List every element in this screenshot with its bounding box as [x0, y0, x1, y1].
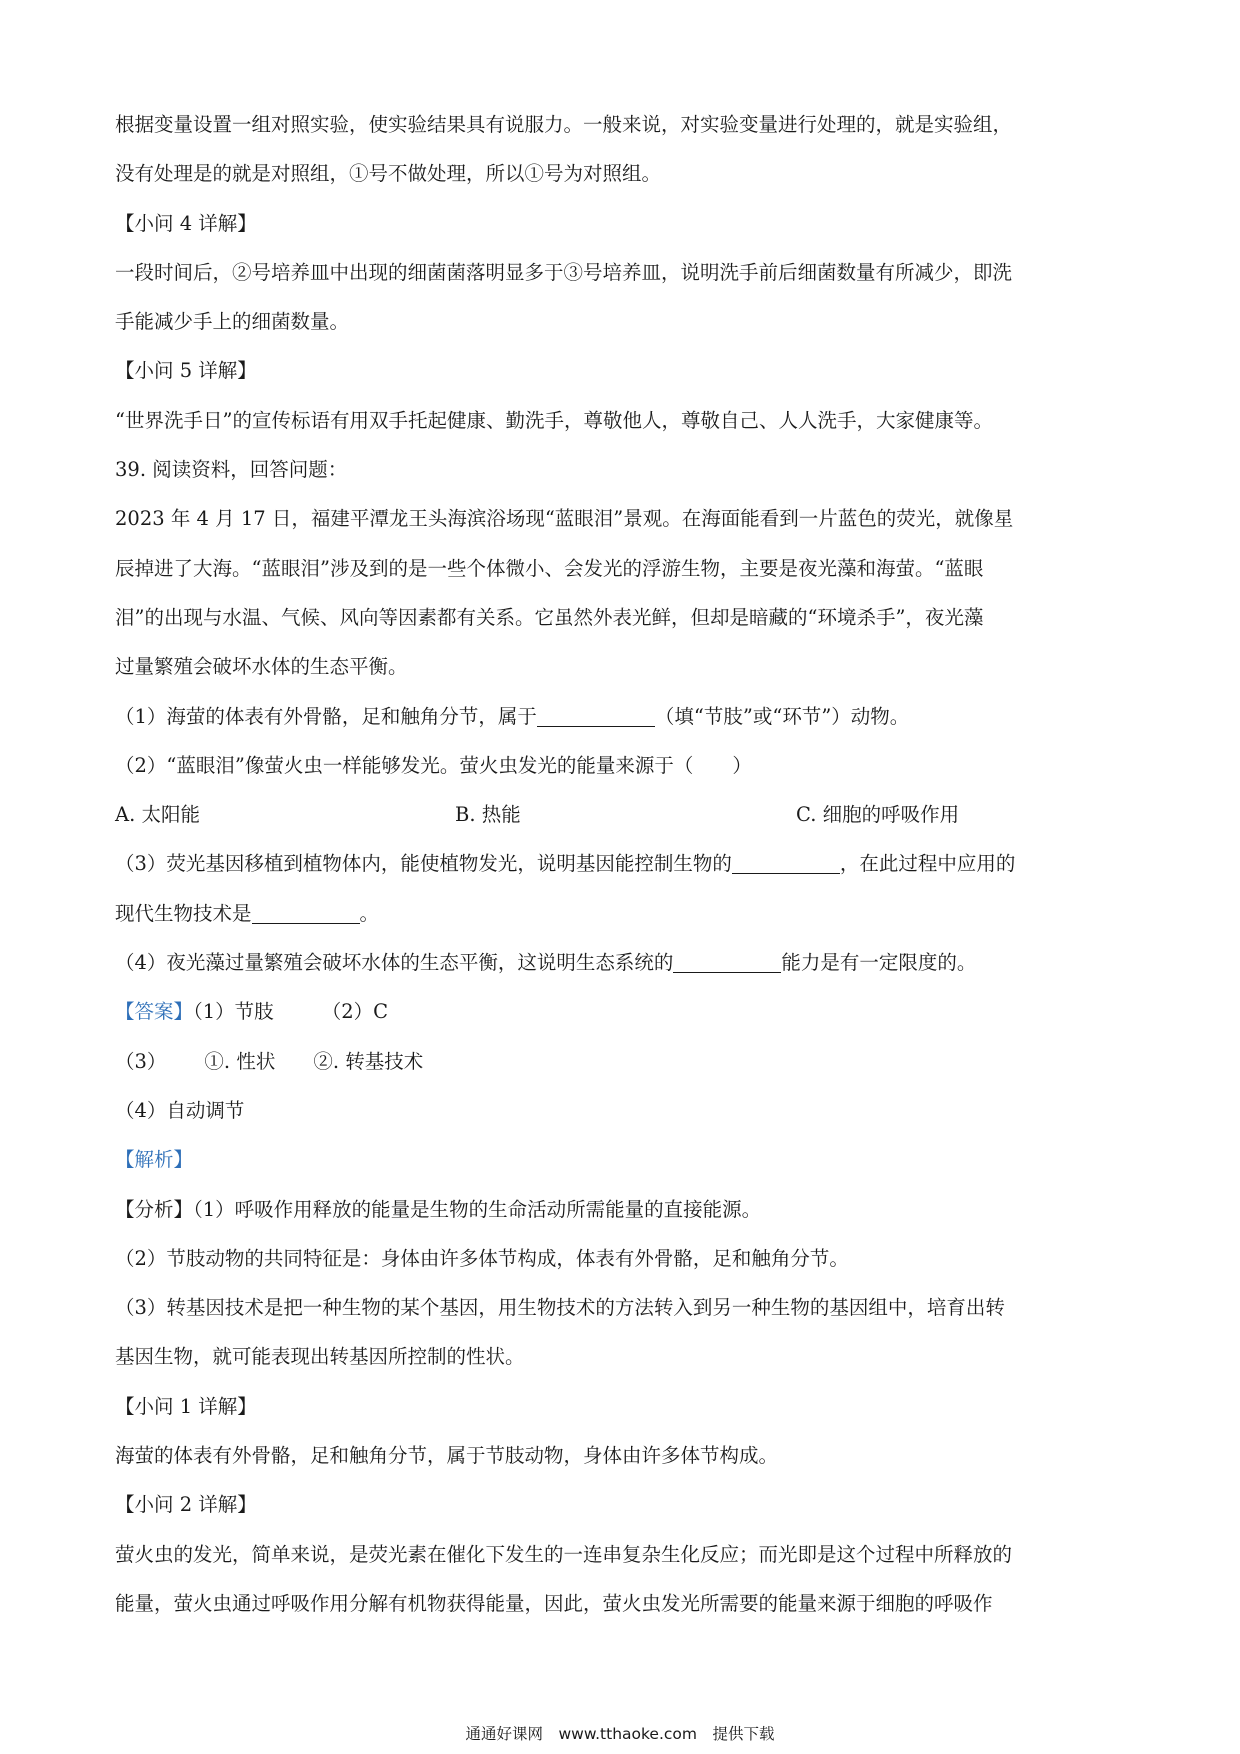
- paragraph-line: 手能减少手上的细菌数量。: [115, 310, 350, 334]
- sub-question-2: （2）“蓝眼泪”像萤火虫一样能够发光。萤火虫发光的能量来源于（ ）: [115, 753, 752, 777]
- paragraph-line: 能量，萤火虫通过呼吸作用分解有机物获得能量，因此，萤火虫发光所需要的能量来源于细胞的呼吸作: [115, 1591, 993, 1615]
- sub-question-text: （填“节肢”或“环节”）动物。: [654, 704, 910, 728]
- section-heading: 【小问 2 详解】: [115, 1493, 257, 1517]
- sub-question-text: 。: [359, 901, 380, 925]
- paragraph-line: 根据变量设置一组对照实验，使实验结果具有说服力。一般来说，对实验变量进行处理的，就是实验组，: [115, 113, 1013, 136]
- options-row: [115, 790, 1125, 839]
- sub-question-4: [115, 938, 1125, 987]
- material-line: 2023 年 4 月 17 日，福建平潭龙王头海滨浴场现“蓝眼泪”景观。在海面能看到一片蓝色的荧光，就像星: [115, 507, 1014, 531]
- analysis-row: [115, 1185, 1125, 1234]
- section-heading: 【小问 5 详解】: [115, 359, 257, 383]
- analysis-text: （1）呼吸作用释放的能量是生物的生命活动所需能量的直接能源。: [193, 1197, 762, 1221]
- option-a: A. 太阳能: [115, 803, 200, 827]
- document-page: [115, 100, 1125, 1628]
- option-c: C. 细胞的呼吸作用: [796, 803, 960, 827]
- sub-question-1: [115, 692, 1125, 741]
- paragraph-line: 萤火虫的发光，简单来说，是荧光素在催化下发生的一连串复杂生化反应；而光即是这个过程中所释放的: [115, 1542, 1013, 1566]
- sub-question-text: （1）海萤的体表有外骨骼，足和触角分节，属于: [115, 704, 537, 728]
- analysis-line: （3）转基因技术是把一种生物的某个基因，用生物技术的方法转入到另一种生物的基因组中，培育出转: [115, 1296, 1005, 1320]
- sub-question-3: [115, 839, 1125, 888]
- question-title: 39. 阅读资料，回答问题：: [115, 458, 348, 482]
- answer-2: （2）C: [321, 1000, 389, 1024]
- analysis-line: （2）节肢动物的共同特征是：身体由许多体节构成，体表有外骨骼，足和触角分节。: [115, 1246, 849, 1270]
- analysis-tag: 【分析】: [115, 1197, 194, 1221]
- sub-question-text: 现代生物技术是: [115, 901, 252, 925]
- paragraph-line: 一段时间后，②号培养皿中出现的细菌菌落明显多于③号培养皿，说明洗手前后细菌数量有所减少，即洗: [115, 260, 1013, 284]
- material-line: 过量繁殖会破坏水体的生态平衡。: [115, 655, 408, 679]
- section-heading: 【小问 4 详解】: [115, 211, 257, 235]
- answer-3b: ②. 转基技术: [313, 1049, 424, 1073]
- material-line: 泪”的出现与水温、气候、风向等因素都有关系。它虽然外表光鲜，但却是暗藏的“环境杀手”，夜光藻: [115, 605, 984, 629]
- paragraph-line: 没有处理是的就是对照组，①号不做处理，所以①号为对照组。: [115, 162, 662, 186]
- sub-question-text: ，在此过程中应用的: [839, 852, 1016, 876]
- answer-3: （3）: [115, 1049, 167, 1073]
- paragraph-line: “世界洗手日”的宣传标语有用双手托起健康、勤洗手，尊敬他人，尊敬自己、人人洗手，大家健康等。: [115, 408, 993, 432]
- sub-question-3-cont: [115, 889, 1125, 938]
- answer-blank: [673, 950, 781, 973]
- answer-3a: ①. 性状: [204, 1049, 276, 1073]
- material-line: 辰掉进了大海。“蓝眼泪”涉及到的是一些个体微小、会发光的浮游生物，主要是夜光藻和海萤。“蓝眼: [115, 556, 984, 580]
- sub-question-text: 能力是有一定限度的。: [781, 951, 977, 975]
- answer-row: [115, 987, 1125, 1036]
- section-heading: 【小问 1 详解】: [115, 1394, 257, 1418]
- analysis-label: 【解析】: [115, 1148, 194, 1172]
- page-footer: 通通好课网 www.tthaoke.com 提供下载: [465, 1725, 775, 1743]
- answer-label: 【答案】: [115, 1000, 194, 1024]
- answer-blank: [732, 851, 840, 874]
- answer-row-3: [115, 1037, 1125, 1086]
- sub-question-text: （3）荧光基因移植到植物体内，能使植物发光，说明基因能控制生物的: [115, 852, 732, 876]
- answer-row-4: （4）自动调节: [115, 1098, 245, 1122]
- paragraph-line: 海萤的体表有外骨骼，足和触角分节，属于节肢动物，身体由许多体节构成。: [115, 1444, 779, 1468]
- answer-blank: [252, 901, 360, 924]
- sub-question-text: （4）夜光藻过量繁殖会破坏水体的生态平衡，这说明生态系统的: [115, 951, 674, 975]
- option-b: B. 热能: [455, 803, 521, 827]
- analysis-line: 基因生物，就可能表现出转基因所控制的性状。: [115, 1345, 525, 1369]
- answer-1: （1）节肢: [193, 1000, 274, 1024]
- answer-blank: [537, 704, 655, 727]
